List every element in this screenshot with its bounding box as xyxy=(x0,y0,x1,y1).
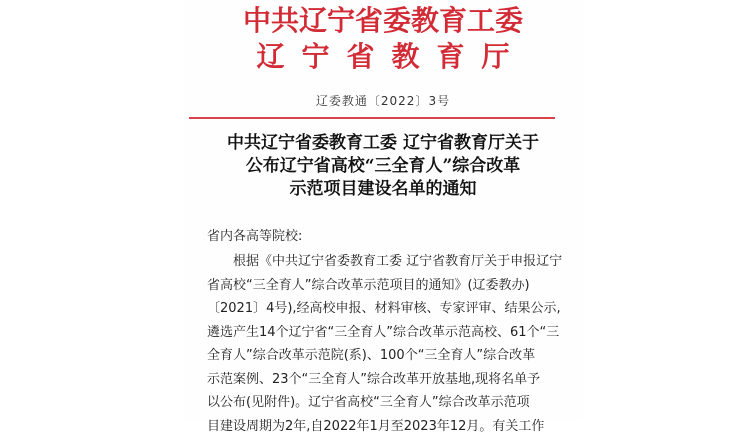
title-line: 示范项目建设名单的通知 xyxy=(183,178,583,201)
body-line: 省高校“三全育人”综合改革示范项目的通知》(辽委教办) xyxy=(207,274,537,298)
body-text xyxy=(207,250,537,438)
body-line: 全育人”综合改革示范院(系)、100个“三全育人”综合改革 xyxy=(207,344,537,368)
document-title xyxy=(183,132,583,201)
document-page xyxy=(183,0,583,422)
issuer-header-line2: 辽宁省教育厅 xyxy=(183,40,583,74)
title-line: 中共辽宁省委教育工委 辽宁省教育厅关于 xyxy=(183,132,583,155)
body-line: 示范案例、23个“三全育人”综合改革开放基地,现将名单予 xyxy=(207,368,537,392)
title-line: 公布辽宁省高校“三全育人”综合改革 xyxy=(183,155,583,178)
body-line: 以公布(见附件)。辽宁省高校“三全育人”综合改革示范项 xyxy=(207,391,537,415)
salutation: 省内各高等院校: xyxy=(207,225,302,244)
body-line: 目建设周期为2年,自2022年1月至2023年12月。有关工作 xyxy=(207,415,537,438)
issuer-header-line1: 中共辽宁省委教育工委 xyxy=(183,4,583,38)
body-line: 遴选产生14个辽宁省“三全育人”综合改革示范高校、61个“三 xyxy=(207,321,537,345)
document-number: 辽委教通〔2022〕3号 xyxy=(183,92,583,109)
body-line: 根据《中共辽宁省委教育工委 辽宁省教育厅关于申报辽宁 xyxy=(207,250,537,274)
body-line: 〔2021〕4号),经高校申报、材料审核、专家评审、结果公示, xyxy=(207,297,537,321)
red-divider xyxy=(189,117,555,119)
